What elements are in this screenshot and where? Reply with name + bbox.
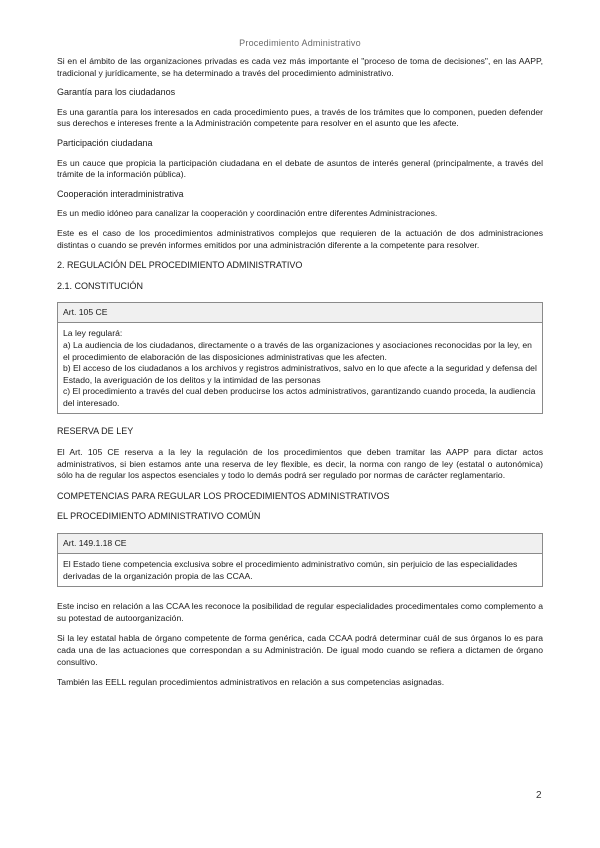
heading-cooperacion: Cooperación interadministrativa <box>57 188 184 199</box>
organo-paragraph: Si la ley estatal habla de órgano competente de forma genérica, cada CCAA podrá determinar cuál de sus órganos lo es para cada una de las actuaciones que correspondan a su Administración. De igual modo cuando se refiera a dictamen de órgano consultivo. <box>57 633 543 667</box>
article-105-box <box>57 302 543 414</box>
article-149-box <box>57 533 543 587</box>
article-149-body <box>58 554 542 586</box>
page-header: Procedimiento Administrativo <box>239 38 361 48</box>
heading-regulacion: 2. REGULACIÓN DEL PROCEDIMIENTO ADMINISTRATIVO <box>57 260 303 271</box>
article-105-body <box>58 323 542 413</box>
eell-paragraph: También las EELL regulan procedimientos administrativos en relación a sus competencias asignadas. <box>57 677 445 688</box>
heading-constitucion: 2.1. CONSTITUCIÓN <box>57 280 144 291</box>
caso-paragraph: Este es el caso de los procedimientos administrativos complejos que requieren de la actuación de dos administraciones distintas o cuando se prevén informes emitidos por una administración diferente a la competente para resolver. <box>57 227 543 250</box>
reserva-paragraph: El Art. 105 CE reserva a la ley la regulación de los procedimientos que deben tramitar las AAPP para dictar actos administrativos, si bien estamos ante una reserva de ley flexible, es decir, la norma con rango de ley (estatal o autonómica) sólo ha de regular los aspectos esenciales y todo lo demás podrá ser regulado por normas de carácter reglamentario. <box>57 447 543 481</box>
heading-competencias: COMPETENCIAS PARA REGULAR LOS PROCEDIMIENTOS ADMINISTRATIVOS <box>57 490 390 501</box>
article-149-text: El Estado tiene competencia exclusiva sobre el procedimiento administrativo común, sin perjuicio de las especialidades derivadas de la organización propia de las CCAA. <box>63 559 518 581</box>
heading-comun: EL PROCEDIMIENTO ADMINISTRATIVO COMÚN <box>57 511 261 522</box>
heading-reserva: RESERVA DE LEY <box>57 426 134 437</box>
intro-paragraph: Si en el ámbito de las organizaciones privadas es cada vez más importante el "proceso de toma de decisiones", en las AAPP, tradicional y jurídicamente, se ha determinado a través del procedimiento administrativo. <box>57 56 543 78</box>
article-105-title: Art. 105 CE <box>58 303 542 323</box>
inciso-paragraph: Este inciso en relación a las CCAA les reconoce la posibilidad de regular especialidades procedimentales como complemento a su potestad de autoorganización. <box>57 601 543 623</box>
article-149-title: Art. 149.1.18 CE <box>58 534 542 554</box>
cooperacion-paragraph: Es un medio idóneo para canalizar la cooperación y coordinación entre diferentes Administraciones. <box>57 208 438 219</box>
page-number: 2 <box>536 790 542 801</box>
article-105-item-c: c) El procedimiento a través del cual deben producirse los actos administrativos, garantizando cuando proceda, la audiencia del interesado. <box>63 386 536 408</box>
garantia-paragraph: Es una garantía para los interesados en cada procedimiento pues, a través de los trámites que lo componen, pueden defender sus derechos e intereses frente a la Administración competente para resolver en el asunto que les afecte. <box>57 106 543 129</box>
heading-garantia: Garantía para los ciudadanos <box>57 87 176 98</box>
heading-participacion: Participación ciudadana <box>57 137 153 148</box>
page-content <box>57 56 543 689</box>
participacion-paragraph: Es un cauce que propicia la participación ciudadana en el debate de asuntos de interés general (principalmente, a través del trámite de la información pública). <box>57 157 543 180</box>
article-105-item-a: a) La audiencia de los ciudadanos, directamente o a través de las organizaciones y asociaciones reconocidas por la ley, en el procedimiento de elaboración de las disposiciones administrativas que les afecten. <box>63 339 532 362</box>
article-105-item-b: b) El acceso de los ciudadanos a los archivos y registros administrativos, salvo en lo que afecte a la seguridad y defensa del Estado, la averiguación de los delitos y la intimidad de las personas <box>63 363 537 385</box>
article-105-lead: La ley regulará: <box>63 328 123 339</box>
